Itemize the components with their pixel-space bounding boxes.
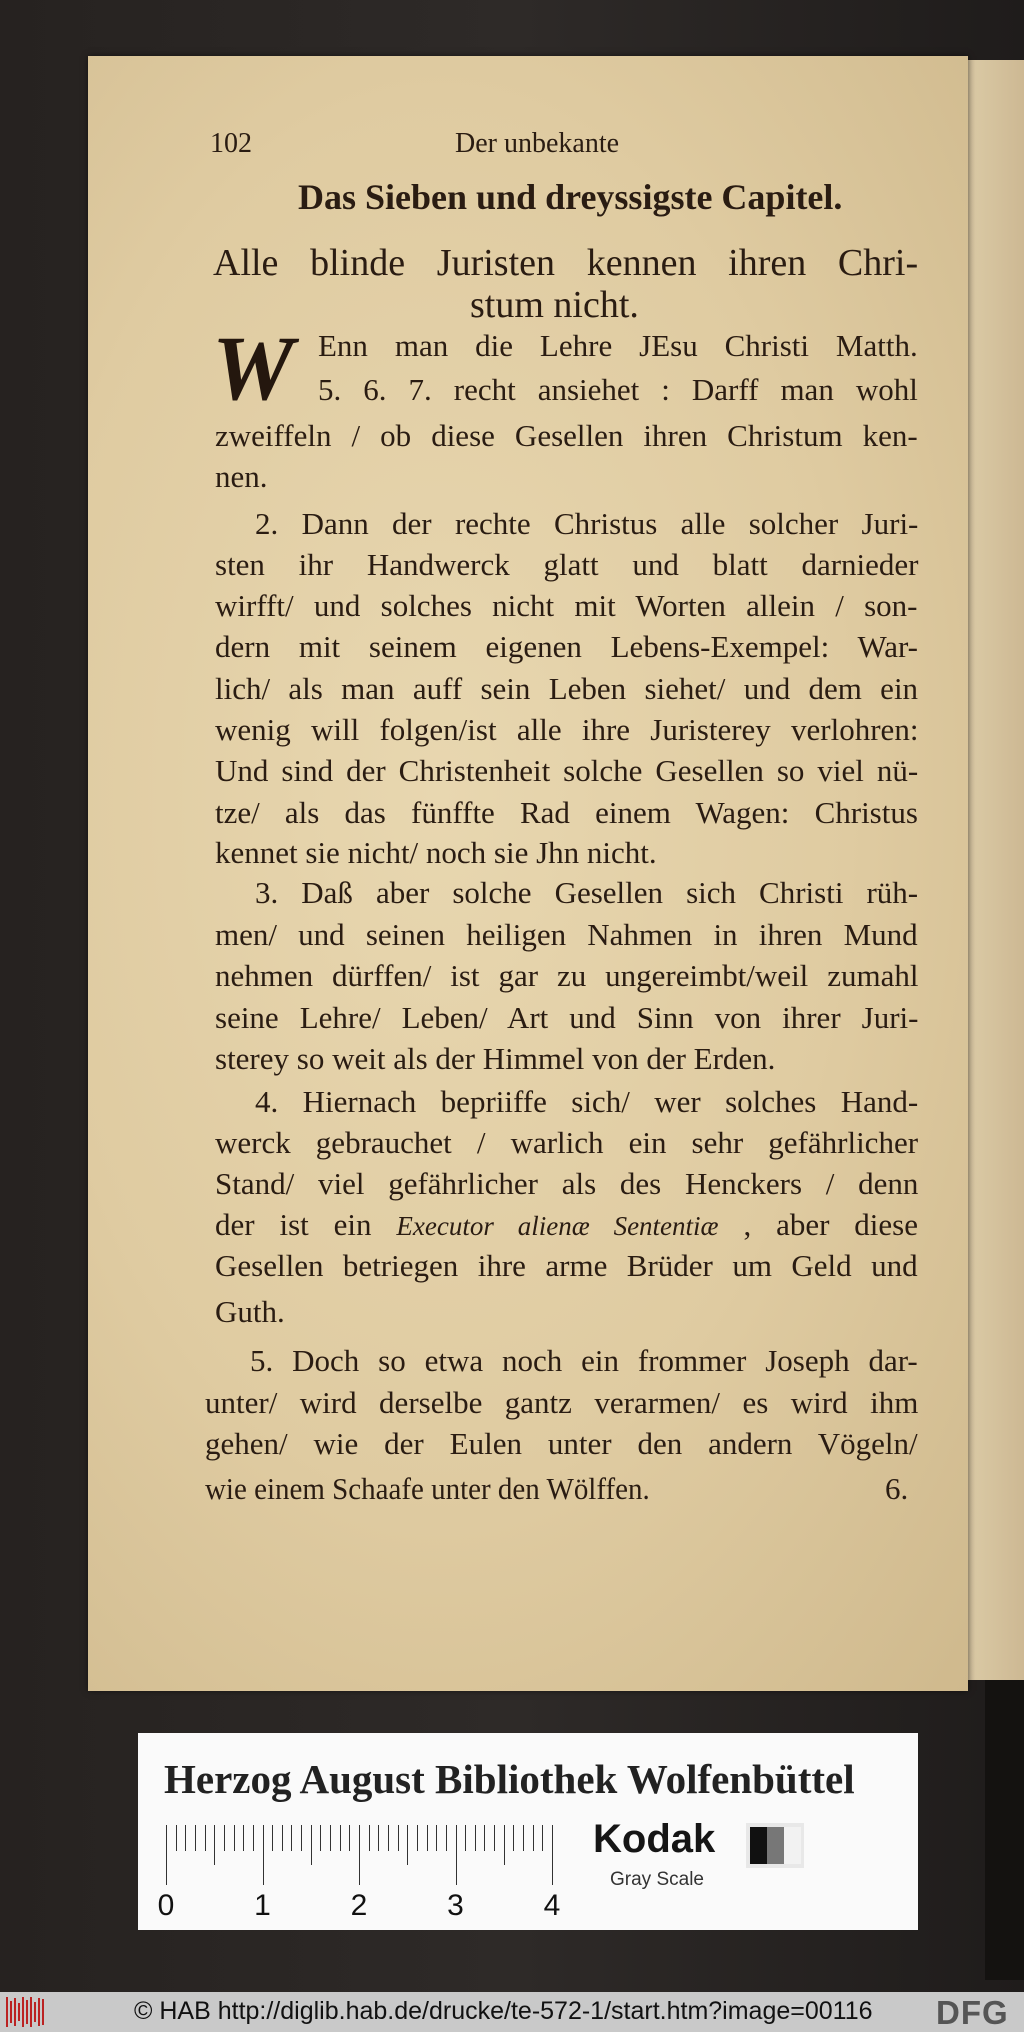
ruler-number: 1: [254, 1889, 271, 1922]
ruler-tick: [359, 1825, 360, 1885]
body-text-line: men/ und seinen heiligen Nahmen in ihren Mund: [215, 917, 918, 952]
body-text-line: 6.: [885, 1471, 909, 1506]
body-text-line: nen.: [215, 459, 268, 494]
ruler-tick: [427, 1825, 428, 1851]
ruler-tick: [330, 1825, 331, 1851]
footer-bar: [0, 1992, 1024, 2032]
page-number: 102: [210, 128, 252, 159]
chapter-title: Das Sieben und dreyssigste Capitel.: [298, 177, 843, 217]
ruler-tick: [417, 1825, 418, 1851]
ruler-tick: [504, 1825, 505, 1865]
body-text-line: wie einem Schaafe unter den Wölffen.: [205, 1471, 650, 1506]
ruler-tick: [378, 1825, 379, 1851]
ruler-number: 0: [157, 1889, 175, 1922]
ruler-tick: [513, 1825, 514, 1851]
ruler-tick: [263, 1825, 264, 1885]
body-text-line: wenig will folgen/ist alle ihre Juristerey verlohren:: [215, 712, 919, 747]
gray-scale-caption: Gray Scale: [610, 1869, 704, 1890]
body-text-line: [215, 1206, 918, 1245]
kodak-brand: Kodak: [593, 1817, 716, 1861]
copyright-url: © HAB http://diglib.hab.de/drucke/te-572-1/start.htm?image=00116: [134, 1997, 873, 2025]
body-text-line: 2. Dann der rechte Christus alle solcher Juri-: [255, 506, 919, 541]
latin-phrase: Executor alienæ Sententiæ: [396, 1211, 719, 1241]
ruler-tick: [456, 1825, 457, 1885]
ruler-tick: [214, 1825, 215, 1865]
body-text-line: sterey so weit als der Himmel von der Erden.: [215, 1041, 776, 1076]
body-text-line: lich/ als man auff sein Leben siehet/ und dem ein: [215, 671, 919, 706]
ruler-number: 4: [543, 1889, 561, 1922]
ruler-tick: [205, 1825, 206, 1851]
ruler-tick: [369, 1825, 370, 1851]
library-name: Herzog August Bibliothek Wolfenbüttel: [164, 1756, 855, 1802]
ruler-tick: [340, 1825, 341, 1851]
ruler-number: 3: [447, 1889, 464, 1922]
body-text-line: 5. Doch so etwa noch ein frommer Joseph dar-: [250, 1343, 918, 1378]
body-text-line: zweiffeln / ob diese Gesellen ihren Christum ken-: [215, 418, 918, 453]
ruler-tick: [542, 1825, 543, 1851]
body-text-line: sten ihr Handwerck glatt und blatt darnieder: [215, 547, 919, 582]
ruler-tick: [320, 1825, 321, 1851]
body-text-line: nehmen dürffen/ ist gar zu ungereimbt/weil zumahl: [215, 958, 919, 993]
ruler-tick: [301, 1825, 302, 1851]
body-text-line: seine Lehre/ Leben/ Art und Sinn von ihrer Juri-: [215, 1000, 919, 1035]
ruler-tick: [446, 1825, 447, 1851]
ruler-tick: [436, 1825, 437, 1851]
ruler-tick: [533, 1825, 534, 1851]
body-text-line: Gesellen betriegen ihre arme Brüder um Geld und: [215, 1248, 918, 1283]
ruler-tick: [311, 1825, 312, 1865]
ruler-tick: [272, 1825, 273, 1851]
book-spine-shadow: [985, 1680, 1024, 1980]
ruler-tick: [484, 1825, 485, 1851]
body-text-line: 5. 6. 7. recht ansiehet : Darff man wohl: [318, 372, 918, 407]
ruler-tick: [176, 1825, 177, 1851]
ruler-tick: [224, 1825, 225, 1851]
body-text-line: Und sind der Christenheit solche Gesellen so viel nü-: [215, 753, 919, 788]
ruler-tick: [349, 1825, 350, 1851]
ruler-tick: [291, 1825, 292, 1851]
ruler-number: 2: [350, 1889, 368, 1922]
drop-cap: W: [212, 317, 294, 419]
body-text-line: 4. Hiernach bepriiffe sich/ wer solches Hand-: [255, 1084, 919, 1119]
ruler-tick: [234, 1825, 235, 1851]
ruler-tick: [407, 1825, 408, 1865]
ruler-tick: [243, 1825, 244, 1851]
gray-scale-swatch: [746, 1823, 804, 1868]
chapter-subtitle-line: Alle blinde Juristen kennen ihren Chri-: [213, 242, 919, 284]
running-head: Der unbekante: [455, 128, 620, 159]
ruler-tick: [494, 1825, 495, 1851]
body-text-line: unter/ wird derselbe gantz verarmen/ es wird ihm: [205, 1385, 919, 1420]
body-text-line: wirfft/ und solches nicht mit Worten allein / son-: [215, 588, 918, 623]
ruler-tick: [552, 1825, 553, 1885]
ruler-tick: [398, 1825, 399, 1851]
body-text-line: 3. Daß aber solche Gesellen sich Christi rüh-: [255, 875, 919, 910]
body-text-line: gehen/ wie der Eulen unter den andern Vögeln/: [205, 1426, 918, 1461]
dfg-logo: DFG: [936, 1994, 1009, 2031]
ruler-tick: [282, 1825, 283, 1851]
body-text-line: Stand/ viel gefährlicher als des Henckers / denn: [215, 1166, 919, 1201]
ruler-tick: [523, 1825, 524, 1851]
body-text-line: dern mit seinem eigenen Lebens-Exempel: War-: [215, 629, 919, 664]
body-text-line: kennet sie nicht/ noch sie Jhn nicht.: [215, 835, 657, 870]
body-text-line: Guth.: [215, 1294, 285, 1329]
body-text-line: werck gebrauchet / warlich ein sehr gefährlicher: [215, 1125, 919, 1160]
ruler-tick: [166, 1825, 167, 1885]
ruler-tick: [465, 1825, 466, 1851]
chapter-subtitle-line: stum nicht.: [470, 284, 639, 326]
body-text-line: tze/ als das fünffte Rad einem Wagen: Christus: [215, 795, 918, 830]
ruler-tick: [388, 1825, 389, 1851]
color-calibration-label: [138, 1733, 918, 1930]
ruler-tick: [475, 1825, 476, 1851]
ruler-tick: [253, 1825, 254, 1851]
text-segment: , aber diese: [718, 1207, 918, 1242]
ruler-tick: [185, 1825, 186, 1851]
scale-ruler: [157, 1821, 566, 1922]
text-segment: der ist ein: [215, 1207, 397, 1242]
ruler-tick: [195, 1825, 196, 1851]
body-text-line: Enn man die Lehre JEsu Christi Matth.: [318, 328, 918, 363]
hab-logo-icon: [6, 1997, 44, 2027]
